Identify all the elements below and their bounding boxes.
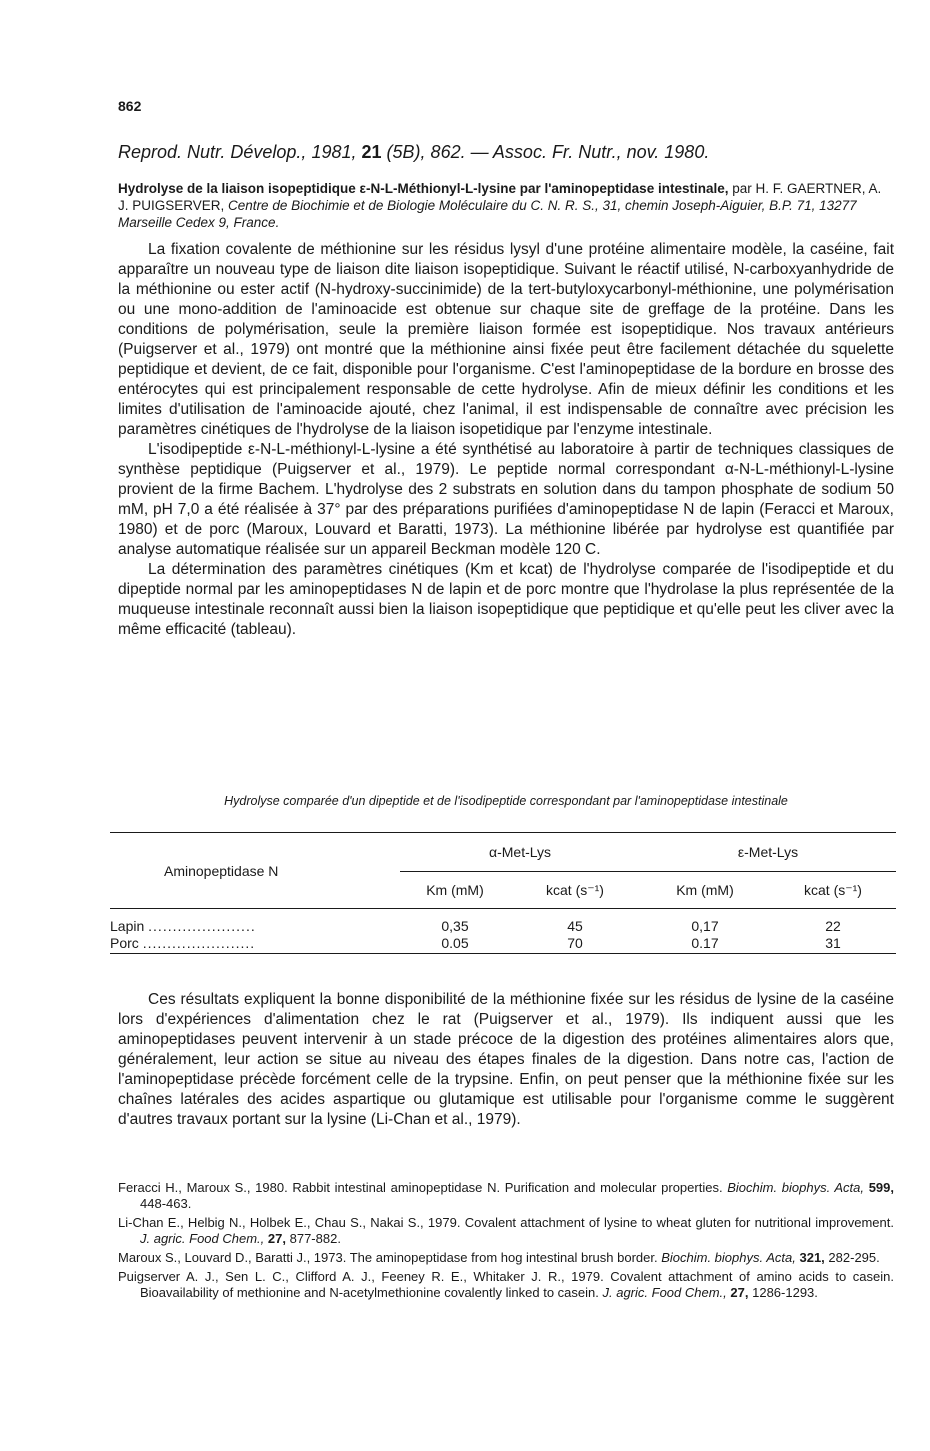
reference-item: [118, 1269, 894, 1301]
ref-pages: 282-295.: [828, 1250, 880, 1265]
table-row: [110, 909, 896, 935]
ref-volume: 27,: [730, 1285, 749, 1300]
citation-rest: (5B), 862. — Assoc. Fr. Nutr., nov. 1980.: [386, 142, 710, 162]
ref-journal: J. agric. Food Chem.,: [602, 1285, 727, 1300]
article-title: Hydrolyse de la liaison isopeptidique ε-N-L-Méthionyl-L-lysine par l'aminopeptidase intestinale,: [118, 181, 729, 196]
ref-volume: 321,: [799, 1250, 825, 1265]
ref-journal: J. agric. Food Chem.,: [140, 1231, 265, 1246]
row-label: [110, 909, 400, 935]
journal-citation: Reprod. Nutr. Dévelop., 1981, 21 (5B), 862. — Assoc. Fr. Nutr., nov. 1980.: [118, 142, 710, 162]
reference-item: [118, 1250, 894, 1266]
citation-year: 1981: [311, 142, 352, 162]
paragraph: La détermination des paramètres cinétiques (Km et kcat) de l'hydrolyse comparée de l'isodipeptide et du dipeptide normal par les aminopeptidases N de lapin et de porc montre que l'hydrolase la plus représentée de la muqueuse intestinale reconnaît aussi bien la liaison isopeptidique que peptidique et qu'elle peut les cliver avec la même efficacité (tableau).: [118, 561, 894, 638]
row-label-text: Lapin: [110, 917, 145, 934]
conclusion-section: [118, 990, 894, 1130]
table-cell: 31: [770, 934, 896, 954]
ref-journal: Biochim. biophys. Acta,: [727, 1180, 865, 1195]
leader-dots: .......................: [142, 934, 256, 951]
column-header: Km (mM): [400, 872, 510, 909]
ref-pages: 877-882.: [289, 1231, 341, 1246]
paragraph: L'isodipeptide ε-N-L-méthionyl-L-lysine a été synthétisé au laboratoire à partir de techniques classiques de synthèse peptidique (Puigserver et al., 1979). Le peptide normal correspondant α-N-L-méthionyl-L-lysine provient de la firme Bachem. L'hydrolyse des 2 substrats en solution dans du tampon phosphate de sodium 50 mM, pH 7,0 a été réalisée à 37° par des préparations purifiées d'aminopeptidase N de lapin (Feracci et Maroux, 1980) et de porc (Maroux, Louvard et Baratti, 1973). La méthionine libérée par hydrolyse est quantifiée par analyse automatique réalisée sur un appareil Beckman modèle 120 C.: [118, 441, 894, 558]
paragraph: La fixation covalente de méthionine sur les résidus lysyl d'une protéine alimentaire modèle, la caséine, fait apparaître un nouveau type de liaison dite liaison isopeptidique. Suivant le réactif utilisé, N-carboxyanhydride de la méthionine ou ester actif (N-hydroxy-succinimide) de la tert-butyloxycarbonyl-méthionine, une polymérisation ou une mono-addition de l'aminoacide est obtenue sur chaque site de greffage de la protéine. Dans les conditions de polymérisation, seule la première liaison formée est isopeptidique. Nos travaux antérieurs (Puigserver et al., 1979) ont montré que la méthionine ainsi fixée peut être facilement détachée du squelette peptidique et devient, de ce fait, disponible pour l'organisme. C'est l'aminopeptidase de la bordure en brosse des entérocytes qui est principalement responsable de cette hydrolyse. Afin de mieux définir les conditions et les limites d'utilisation de l'aminoacide ajouté, chez l'animal, il est indispensable de connaître avec précision les paramètres cinétiques de l'hydrolyse de la liaison isopetidique par l'enzyme intestinale.: [118, 241, 894, 438]
table-cell: 0.05: [400, 934, 510, 954]
article-header: [118, 180, 894, 231]
ref-title: Covalent attachment of lysine to wheat gluten for nutritional improvement.: [464, 1215, 894, 1230]
ref-pages: 1286-1293.: [752, 1285, 818, 1300]
ref-authors: Li-Chan E., Helbig N., Holbek E., Chau S., Nakai S., 1979.: [118, 1215, 461, 1230]
column-header: kcat (s⁻¹): [770, 872, 896, 909]
table-row: [110, 934, 896, 954]
reference-item: [118, 1180, 894, 1212]
citation-volume: 21: [361, 142, 382, 162]
reference-item: [118, 1215, 894, 1247]
article-affiliation: Centre de Biochimie et de Biologie Moléculaire du C. N. R. S., 31, chemin Joseph-Aiguier, B.P. 71, 13277 Marseille Cedex 9, France.: [118, 198, 857, 230]
citation-journal: Reprod. Nutr. Dévelop.: [118, 142, 302, 162]
table-cell: 0,17: [691, 917, 719, 934]
ref-volume: 599,: [868, 1180, 895, 1195]
table-caption: Hydrolyse comparée d'un dipeptide et de l'isodipeptide correspondant par l'aminopeptidase intestinale: [224, 794, 788, 808]
table-cell: 0,35: [441, 917, 469, 934]
row-header: Aminopeptidase N: [110, 833, 400, 909]
ref-volume: 27,: [267, 1231, 286, 1246]
column-header: kcat (s⁻¹): [510, 872, 640, 909]
table-cell: 0.17: [640, 934, 770, 954]
article-body: [118, 240, 894, 640]
table-cell: 70: [510, 934, 640, 954]
row-label: [110, 934, 400, 954]
kinetics-table: [110, 832, 896, 954]
table-cell: 45: [567, 917, 583, 934]
ref-title: Covalent attachment of amino acids to casein. Bioavailability of methionine and N-acetylmethionine covalently linked to casein.: [140, 1269, 894, 1300]
ref-title: Rabbit intestinal aminopeptidase N. Purification and molecular properties.: [292, 1180, 723, 1195]
ref-authors: Feracci H., Maroux S., 1980.: [118, 1180, 288, 1195]
table-cell: 22: [825, 917, 841, 934]
article-authors: par H. F. GAERTNER, A. J. PUIGSERVER,: [118, 181, 882, 213]
ref-authors: Maroux S., Louvard D., Baratti J., 1973.: [118, 1250, 347, 1265]
row-label-text: Porc: [110, 934, 139, 951]
ref-pages: 448-463.: [140, 1196, 192, 1211]
group-header-epsilon: ε-Met-Lys: [640, 833, 896, 872]
ref-title: The aminopeptidase from hog intestinal brush border.: [349, 1250, 658, 1265]
page-number: 862: [118, 98, 142, 114]
ref-authors: Puigserver A. J., Sen L. C., Clifford A. J., Feeney R. E., Whitaker J. R., 1979.: [118, 1269, 604, 1284]
leader-dots: ......................: [148, 917, 256, 934]
group-header-alpha: α-Met-Lys: [400, 833, 640, 872]
column-header: Km (mM): [640, 872, 770, 909]
paragraph: Ces résultats expliquent la bonne disponibilité de la méthionine fixée sur les résidus de lysine de la caséine lors d'expériences d'alimentation chez le rat (Puigserver et al., 1979). Ils indiquent aussi que les aminopeptidases peuvent intervenir à un stade précoce de la digestion des protéines alimentaires alors que, généralement, leur action se situe au niveau des étapes finales de la digestion. Dans notre cas, l'action de l'aminopeptidase précède forcément celle de la trypsine. Enfin, on peut penser que la méthionine fixée sur les chaînes latérales des acides aspartique ou glutamique est utilisable pour l'organisme comme le suggèrent d'autres travaux portant sur la lysine (Li-Chan et al., 1979).: [118, 991, 894, 1128]
references: [118, 1180, 894, 1304]
ref-journal: Biochim. biophys. Acta,: [661, 1250, 796, 1265]
